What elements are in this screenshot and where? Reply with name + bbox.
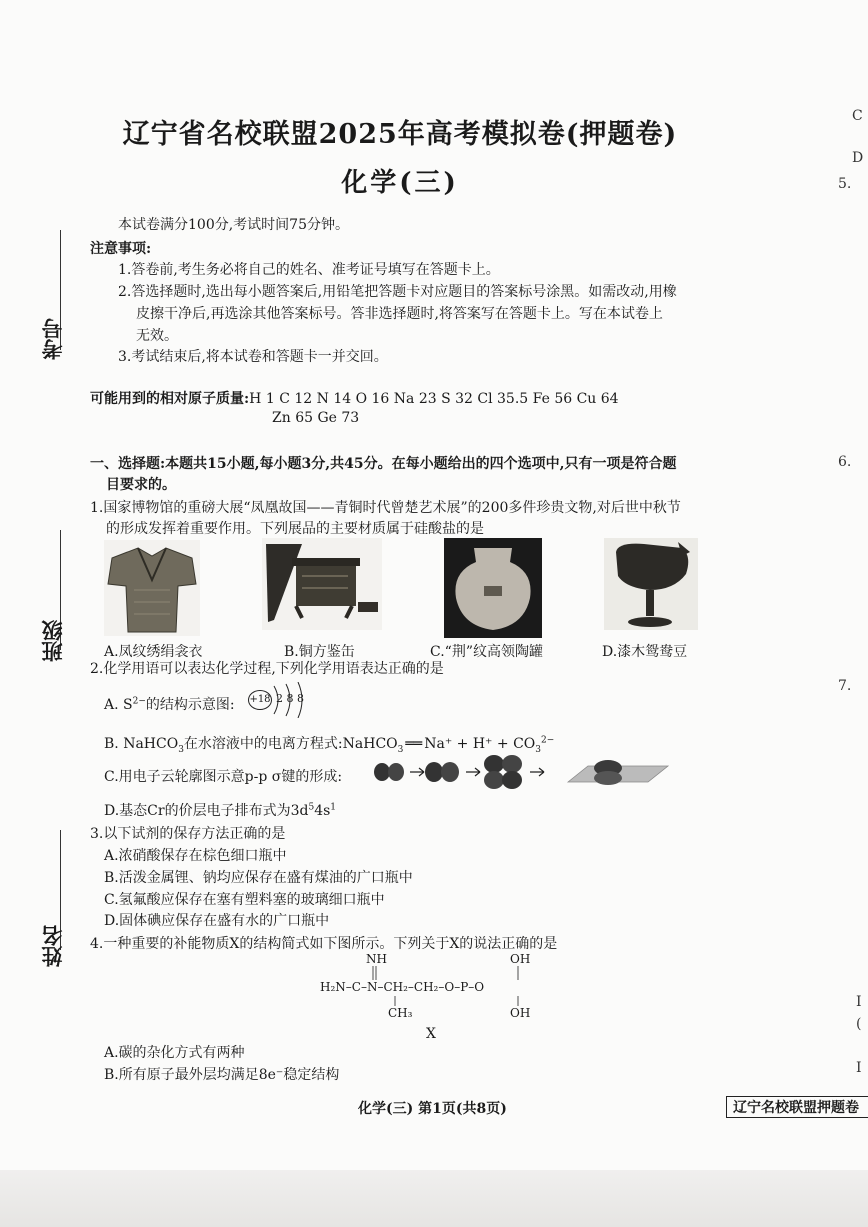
pottery-jar-image (444, 538, 542, 638)
q3-option-b: B.活泼金属锂、钠均应保存在盛有煤油的广口瓶中 (104, 870, 413, 886)
q4-option-a: A.碳的杂化方式有两种 (104, 1045, 245, 1061)
q1-option-a: A.凤纹绣绢衾衣 (104, 644, 203, 660)
q2-option-d-prefix: D.基态Cr的价层电子排布式为3d (104, 803, 309, 819)
q2-option-b-sub2: 3 (397, 744, 404, 755)
q2-option-b-sub3: 3 (535, 744, 542, 755)
q1-option-c: C.“荆”纹高领陶罐 (430, 644, 543, 660)
edge-char: 7. (838, 678, 852, 694)
electron-cloud-diagram (372, 752, 672, 792)
side-label-class: 班级 (40, 620, 65, 662)
electron-shells: 2 8 8 (276, 692, 304, 705)
q2-option-b-prefix: B. NaHCO (104, 736, 179, 752)
note-line: 1.答卷前,考生务必将自己的姓名、准考证号填写在答题卡上。 (118, 262, 500, 278)
section-heading: 一、选择题:本题共15小题,每小题3分,共45分。在每小题给出的四个选项中,只有一项是符合题 (90, 456, 677, 472)
shell-arcs (270, 682, 314, 718)
exam-subtitle: 化学(三) (341, 168, 459, 198)
q2-option-b-sup3: 2− (541, 735, 555, 746)
note-line: 皮擦干净后,再选涂其他答案标号。答非选择题时,将答案写在答题卡上。写在本试卷上 (136, 306, 663, 322)
q4-option-b: B.所有原子最外层均满足8e⁻稳定结构 (104, 1067, 340, 1083)
side-label-name: 姓名 (40, 925, 65, 967)
nucleus-charge: +18 (249, 694, 271, 705)
formula-label: X (426, 1026, 436, 1042)
q1-stem: 1.国家博物馆的重磅大展“凤凰故国——青铜时代曾楚艺术展”的200多件珍贵文物,对后世中秋节 (90, 500, 681, 516)
q3-option-d: D.固体碘应保存在盛有水的广口瓶中 (104, 913, 330, 929)
formula-oh-top: OH (510, 952, 531, 966)
edge-char: ( (856, 1016, 862, 1032)
q2-stem: 2.化学用语可以表达化学过程,下列化学用语表达正确的是 (90, 661, 444, 677)
q1-stem-cont: 的形成发挥着重要作用。下列展品的主要材质属于硅酸盐的是 (106, 521, 484, 537)
q2-option-b-arrow: ══ (405, 736, 423, 752)
robe-image (104, 540, 200, 636)
edge-char: 5. (838, 176, 852, 192)
edge-char: I (856, 994, 862, 1010)
edge-char: D (852, 150, 864, 166)
q4-stem: 4.一种重要的补能物质X的结构简式如下图所示。下列关于X的说法正确的是 (90, 936, 558, 952)
exam-intro: 本试卷满分100分,考试时间75分钟。 (118, 217, 349, 233)
atomic-masses-line1: H 1 C 12 N 14 O 16 Na 23 S 32 Cl 35.5 Fe 56 Cu 64 (249, 391, 619, 407)
note-line: 3.考试结束后,将本试卷和答题卡一并交回。 (118, 349, 388, 365)
q2-option-a-text: 的结构示意图: (145, 697, 235, 713)
note-line: 无效。 (136, 328, 178, 344)
q2-option-b-products: Na⁺ + H⁺ + CO (424, 736, 536, 752)
atomic-masses-label: 可能用到的相对原子质量: (90, 391, 250, 407)
atom-structure-diagram (248, 682, 308, 718)
formula-oh-bottom: OH (510, 1006, 531, 1020)
notes-heading: 注意事项: (90, 241, 152, 257)
q2-option-c: C.用电子云轮廓图示意p-p σ键的形成: (104, 769, 343, 785)
structural-formula (320, 952, 560, 1042)
lacquer-dou-image (604, 538, 698, 630)
q2-option-a-charge: 2− (132, 696, 146, 707)
edge-char: C (852, 108, 863, 124)
q2-option-b-text: 在水溶液中的电离方程式:NaHCO (183, 736, 398, 752)
edge-char: I (856, 1060, 862, 1076)
q2-option-b-sub: 3 (178, 744, 184, 755)
q2-option-d-mid: 4s (314, 803, 331, 819)
q2-option-a-prefix: A. S (104, 697, 133, 713)
note-line: 2.答选择题时,选出每小题答案后,用铅笔把答题卡对应题目的答案标号涂黑。如需改动,用橡 (118, 284, 677, 300)
q1-option-d: D.漆木鸳鸯豆 (602, 644, 688, 660)
bronze-vessel-image (262, 538, 382, 630)
atomic-masses-line2: Zn 65 Ge 73 (272, 410, 360, 426)
page-bottom-shadow (0, 1170, 868, 1227)
section-heading-cont: 目要求的。 (106, 477, 176, 493)
formula-nh: NH (366, 952, 387, 966)
q2-option-d-sup1: 5 (308, 802, 315, 813)
edge-char: 6. (838, 454, 852, 470)
formula-main-chain: H₂N–C–N–CH₂–CH₂–O–P–O (320, 980, 485, 994)
q1-option-b: B.铜方鉴缶 (284, 644, 355, 660)
q3-stem: 3.以下试剂的保存方法正确的是 (90, 826, 286, 842)
exam-title: 辽宁省名校联盟2025年高考模拟卷(押题卷) (122, 119, 678, 150)
q3-option-c: C.氢氟酸应保存在塞有塑料塞的玻璃细口瓶中 (104, 892, 385, 908)
footer-brand-box: 辽宁名校联盟押题卷 (726, 1096, 868, 1118)
nucleus-circle (248, 690, 272, 710)
formula-bonds (320, 952, 560, 1042)
page-footer: 化学(三) 第1页(共8页) (358, 1101, 507, 1117)
side-label-exam-number: 考号 (40, 318, 65, 360)
formula-ch3: CH₃ (388, 1006, 413, 1020)
q2-option-d-sup2: 1 (330, 802, 337, 813)
q3-option-a: A.浓硝酸保存在棕色细口瓶中 (104, 848, 287, 864)
